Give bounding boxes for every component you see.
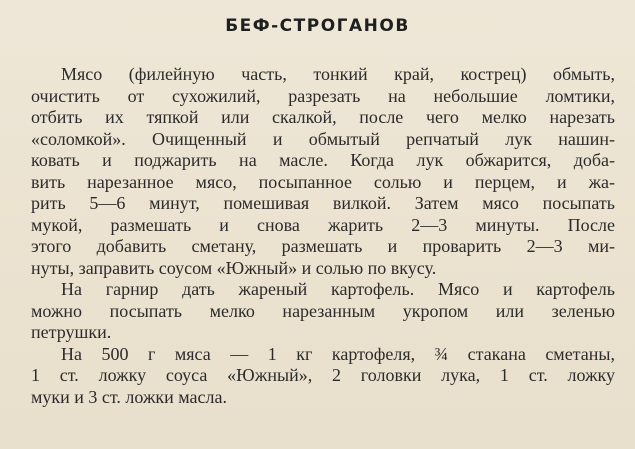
text-line: На 500 г мяса — 1 кг картофеля, ¾ стакана сметаны, (61, 343, 615, 364)
text-line: петрушки. (31, 322, 112, 342)
text-line: можно посыпать мелко нарезанным укропом или зеленью (31, 300, 615, 321)
text-line: этого добавить сметану, размешать и проварить 2—3 ми- (31, 236, 615, 256)
text-line: вить нарезанное мясо, посыпанное солью и перцем, и жа- (31, 171, 615, 192)
text-line: нуты, заправить соусом «Южный» и солью по вкусу. (31, 257, 437, 278)
text-line: «соломкой». Очищенный и обмытый репчатый лук нашин- (31, 128, 615, 149)
paragraph-ingredients (31, 344, 615, 409)
text-line: Мясо (филейную часть, тонкий край, кострец) обмыть, (61, 64, 615, 84)
text-line: 1 ст. ложку соуса «Южный», 2 головки лука, 1 ст. ложку (31, 365, 615, 385)
recipe-title: БЕФ-СТРОГАНОВ (225, 16, 410, 36)
text-line: очистить от сухожилий, разрезать на небольшие ломтики, (31, 85, 615, 106)
text-line: отбить их тяпкой или скалкой, после чего мелко нарезать (31, 107, 615, 127)
paragraph-garnish (31, 279, 615, 344)
text-line: ковать и поджарить на масле. Когда лук обжарится, доба- (31, 150, 615, 170)
text-line: рить 5—6 минут, помешивая вилкой. Затем мясо посыпать (31, 193, 615, 213)
text-line: муки и 3 ст. ложки масла. (31, 386, 227, 407)
paragraph-preparation (31, 64, 615, 279)
recipe-body (31, 64, 615, 408)
text-line: мукой, размешать и снова жарить 2—3 минуты. После (31, 214, 615, 235)
text-line: На гарнир дать жареный картофель. Мясо и картофель (61, 279, 615, 299)
